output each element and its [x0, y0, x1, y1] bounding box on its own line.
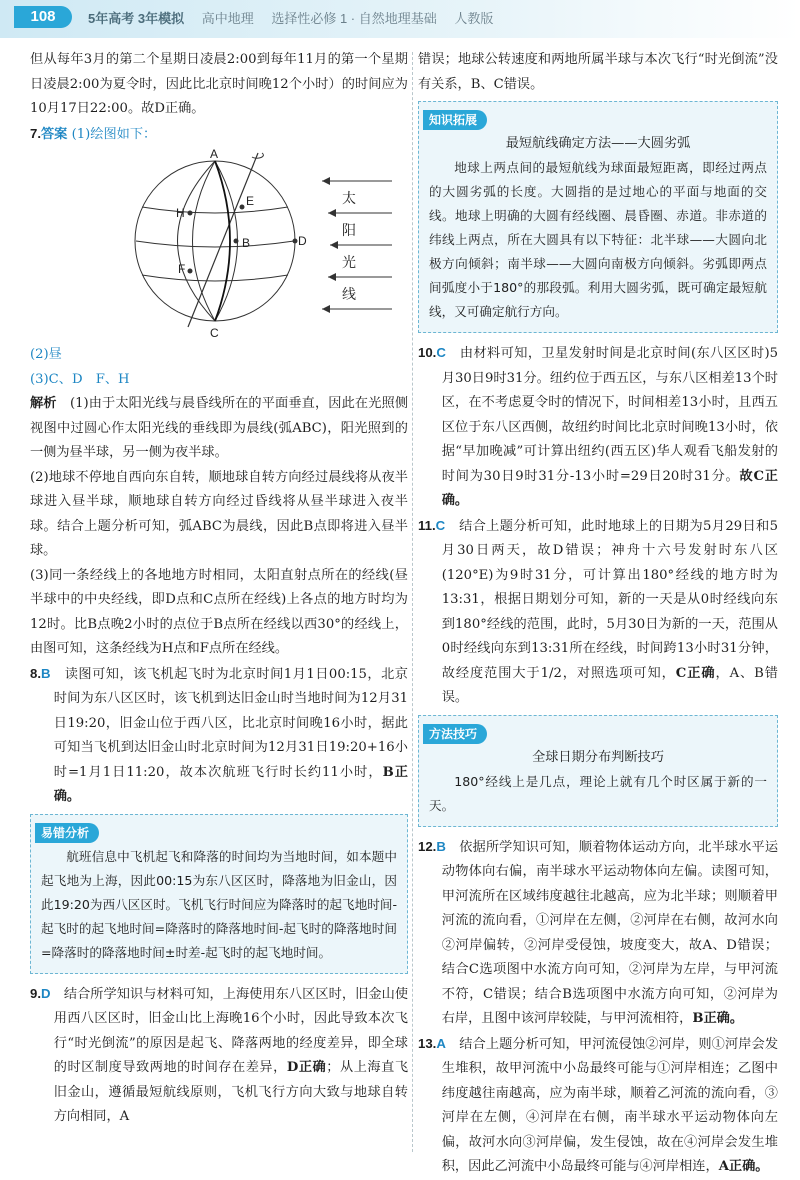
q10-text: 由材料可知，卫星发射时间是北京时间(东八区区时)5月30日9时31分。纽约位于西五区，与东八区相差13个时区，在不考虑夏令时的情况下，时间相差13小时，且西五区位于东八区西侧，故纽约时间比北京时间晚13小时，依据“早加晚减”可计算出纽约(西五区)华人观看飞船发射的时间为30日9时31分-13小时=29日20时31分。: [441, 346, 778, 484]
right-column: [418, 48, 778, 1180]
q7-analysis-3: (3)同一条经线上的各地地方时相同，太阳直射点所在的经线(昼半球中的中央经线，即D点和C点所在经线)上各点的地方时均为12时。比B点晚2小时的点位于B点所在经线以西30°的经线上，由图可知，这条经线为H点和F点所在经线。: [30, 567, 408, 656]
globe-diagram: [30, 149, 408, 339]
q9-text: 结合所学知识与材料可知，上海使用东八区区时，旧金山使用西八区区时，旧金山比上海晚16个小时，因此导致本次飞行“时光倒流”的原因是起飞、降落两地的经度差异，即全球的时区制度导致两地的时间存在差异，: [53, 986, 409, 1075]
q8-conclusion: B正确。: [53, 764, 408, 804]
q7-analysis-1: [30, 392, 408, 466]
label-A: A: [210, 149, 219, 161]
q13-block: [418, 1032, 778, 1180]
label-H: H: [176, 206, 185, 220]
subject-level: 高中地理: [201, 11, 254, 26]
label-C: C: [210, 326, 219, 339]
q12-letter: B: [436, 838, 446, 854]
q9-number: 9.: [30, 985, 41, 1001]
knowledge-extension-title: 最短航线确定方法——大圆劣弧: [505, 136, 691, 151]
sun-label-2: 阳: [342, 223, 356, 239]
mistake-analysis-box: [30, 814, 408, 974]
book-title: 选择性必修 1 · 自然地理基础: [271, 11, 437, 26]
q13-letter: A: [436, 1035, 446, 1051]
publisher: 人教版: [454, 11, 494, 26]
q7-answer-3: (3)C、D F、H: [30, 371, 130, 387]
label-B: B: [242, 236, 251, 250]
q10-letter: C: [436, 345, 446, 360]
q8-letter: B: [41, 665, 51, 681]
q9-block: [30, 982, 408, 1130]
knowledge-extension-tag: 知识拓展: [423, 110, 487, 130]
q11-letter: C: [435, 517, 446, 533]
label-E: E: [246, 194, 255, 208]
q9-continuation: 错误；地球公转速度和两地所属半球与本次飞行“时光倒流”没有关系，B、C错误。: [418, 52, 778, 92]
q7-analysis-2: (2)地球不停地自西向东自转，顺地球自转方向经过晨线将从夜半球进入昼半球，顺地球自转方向经过昏线将从昼半球进入夜半球。结合上题分析可知，弧ABC为晨线，因此B点即将进入昼半球。: [30, 469, 408, 558]
q10-number: 10.: [418, 345, 437, 360]
method-tips-title: 全球日期分布判断技巧: [532, 749, 664, 765]
q7-answer: [30, 122, 408, 148]
q9-text-2: ；从上海直飞旧金山，遵循最短航线原则，飞机飞行方向大致与地球自转方向相同，A: [53, 1060, 409, 1124]
mistake-analysis-text: 航班信息中飞机起飞和降落的时间均为当地时间，如本题中起飞地为上海，因此00:15为东八区区时，降落地为旧金山，因此19:20为西八区区时。飞机飞行时间应为降落时的起飞地时间-起飞时的起飞地时间=降落时的降落地时间-起飞时的降落地时间=降落时的降落地时间±时差-起飞时的起飞地时间。: [41, 848, 397, 960]
label-F: F: [178, 262, 186, 276]
q9-letter: D: [41, 985, 51, 1001]
q12-text: 依据所学知识可知，顺着物体运动方向，北半球水平运动物体向右偏，南半球水平运动物体向左偏。读图可知，甲河流所在区域纬度越往北越高，应为北半球；则顺着甲河流的流向看，①河岸在左侧，②河岸在右侧，故河水向②河岸偏转，②河岸受侵蚀，坡度变大，故A、D错误；结合C选项图中水流方向可知，②河岸为左岸，与甲河流不符，C错误；结合B选项图中水流方向可知，②河岸为右岸，且图中该河岸较陡，与甲河流相符，: [441, 839, 779, 1026]
page-number: 108: [14, 6, 72, 28]
q8-block: [30, 662, 408, 810]
intro-text: 但从每年3月的第二个星期日凌晨2:00到每年11月的第一个星期日凌晨2:00为夏令时，因此比北京时间晚12个小时）的时间应为10月17日22:00。故D正确。: [30, 52, 408, 116]
q11-block: [418, 514, 778, 711]
column-divider: [412, 52, 413, 1152]
q10-block: [418, 341, 778, 514]
mistake-analysis-tag: 易错分析: [35, 823, 99, 843]
q7-answer-2: (2)昼: [30, 347, 62, 362]
answer-label: 答案: [41, 126, 68, 142]
q8-number: 8.: [30, 665, 41, 681]
q7-answer-1: (1)绘图如下：: [71, 126, 157, 142]
sun-label-1: 太: [342, 191, 356, 207]
knowledge-extension-box: [418, 101, 778, 333]
globe-outline: [135, 161, 295, 321]
knowledge-extension-text: 地球上两点间的最短航线为球面最短距离，即经过两点的大圆劣弧的长度。大圆指的是过地心的平面与地面的交线。地球上明确的大圆有经线圈、晨昏圈、赤道。非赤道的纬线上两点，所在大圆具有以下特征：北半球——大圆向北极方向倾斜；南半球——大圆向南极方向倾斜。劣弧即两点间弧度小于180°的那段弧。利用大圆劣弧，既可确定最短航线，又可确定航行方向。: [429, 160, 767, 319]
q9-conclusion: D正确: [286, 1060, 327, 1075]
label-D: D: [298, 234, 307, 248]
header-info: [88, 8, 507, 27]
q7-number: 7.: [30, 125, 41, 141]
q11-conclusion: C正确: [675, 665, 716, 681]
method-tips-box: [418, 715, 778, 827]
q13-number: 13.: [418, 1035, 437, 1051]
intro-paragraph: [30, 48, 408, 122]
q12-number: 12.: [418, 838, 437, 854]
page-header: [0, 0, 800, 38]
q12-block: [418, 835, 778, 1032]
q8-text: 读图可知，该飞机起飞时为北京时间1月1日00:15，北京时间为东八区区时，该飞机到达旧金山时当地时间为12月31日19:20，旧金山位于西八区，比北京时间晚16小时，据此可知当飞机到达旧金山时北京时间为12月31日19:20+16小时=1月1日11:20，故本次航班飞行时长约11小时，: [53, 666, 408, 780]
q11-text-2: ，A、B错误。: [441, 665, 778, 705]
method-tips-tag: 方法技巧: [423, 724, 487, 744]
q10-conclusion: 故C正确。: [441, 468, 778, 508]
method-tips-text: 180°经线上是几点，理论上就有几个时区属于新的一天。: [429, 773, 767, 813]
analysis-label: 解析: [30, 396, 57, 411]
q11-text: 结合上题分析可知，此时地球上的日期为5月29日和5月30日两天，故D错误；神舟十六号发射时东八区(120°E)为9时31分，可计算出180°经线的地方时为13:31，根据日期划分可知，新的一天是从0时经线向东到180°经线的范围，此时，5月30日为新的一天，范围从0时经线向东到13:31所在经线，时间跨13小时31分钟，故经度范围大于1/2，对照选项可知，: [441, 518, 778, 681]
q13-conclusion: A正确。: [718, 1159, 769, 1174]
q11-number: 11.: [418, 517, 436, 533]
left-column: [30, 48, 408, 1130]
sun-label-3: 光: [342, 255, 356, 271]
q12-conclusion: B正确。: [692, 1011, 744, 1026]
series-title: 5年高考 3年模拟: [88, 11, 185, 26]
sun-label-4: 线: [342, 287, 356, 303]
earth-illumination-figure: [30, 149, 408, 339]
analysis-1-text: (1)由于太阳光线与晨昏线所在的平面垂直，因此在光照侧视图中过圆心作太阳光线的垂线即为晨线(弧ABC)，阳光照到的一侧为昼半球，另一侧为夜半球。: [30, 396, 409, 460]
q13-text: 结合上题分析可知，甲河流侵蚀②河岸，则①河岸会发生堆积，故甲河流中小岛最终可能与①河岸相连；乙图中纬度越往南越高，应为南半球，顺着乙河流的流向看，③河岸在左侧，④河岸在右侧，南半球水平运动物体向左偏，故河水向③河岸偏，发生侵蚀，故在④河岸会发生堆积，因此乙河流中小岛最终可能与④河岸相连，: [441, 1036, 779, 1174]
